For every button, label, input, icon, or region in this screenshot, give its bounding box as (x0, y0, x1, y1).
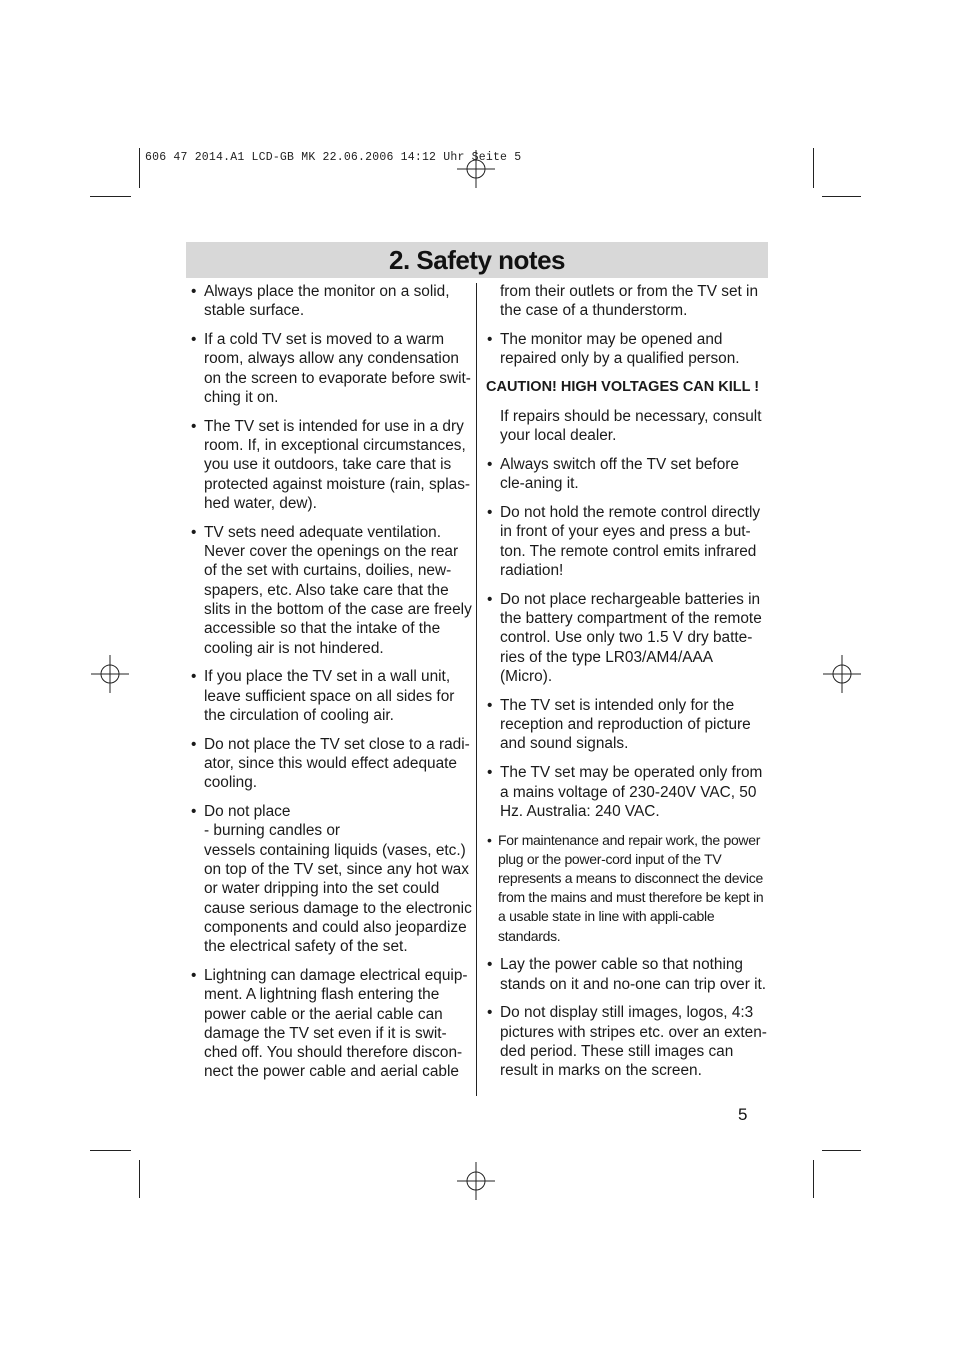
right-column (486, 282, 768, 1090)
safety-note: • The TV set may be operated only from a mains voltage of 230-240V VAC, 50 Hz. Australia: 240 VAC. (486, 763, 768, 821)
safety-note: • If you place the TV set in a wall unit, leave sufficient space on all sides for the circulation of cooling air. (190, 667, 472, 725)
left-column (190, 282, 472, 1091)
safety-note: • Do not place (190, 802, 472, 821)
safety-note: • The TV set is intended for use in a dry room. If, in exceptional circumstances, you use it outdoors, take care that is protected against moisture (rain, splas-hed water, dew). (190, 417, 472, 513)
registration-mark-icon (457, 150, 495, 188)
safety-note: • The monitor may be opened and repaired only by a qualified person. (486, 330, 768, 369)
crop-mark (822, 1150, 861, 1151)
safety-note: • Always place the monitor on a solid, stable surface. (190, 282, 472, 321)
safety-note: • Do not place rechargeable batteries in the battery compartment of the remote control. Use only two 1.5 V dry batte-ries of the type LR03/AM4/AAA (Micro). (486, 590, 768, 686)
registration-mark-icon (823, 655, 861, 693)
registration-mark-icon (91, 655, 129, 693)
safety-note-continuation: vessels containing liquids (vases, etc.) on top of the TV set, since any hot wax or water dripping into the set could cause serious damage to the electronic components and could also jeopardize the electrical safety of the set. (204, 841, 472, 956)
column-divider (476, 283, 477, 1096)
registration-mark-icon (457, 1162, 495, 1200)
crop-mark (822, 196, 861, 197)
safety-note-subitem: - burning candles or (204, 822, 341, 840)
safety-note: • For maintenance and repair work, the power plug or the power-cord input of the TV represents a means to disconnect the device from the mains and must therefore be kept in a usable state in line with appli-cable standards. (486, 831, 768, 946)
section-title-bar (186, 242, 768, 278)
safety-note: If repairs should be necessary, consult your local dealer. (500, 407, 762, 445)
caution-heading: CAUTION! HIGH VOLTAGES CAN KILL ! (486, 379, 760, 396)
crop-mark (90, 196, 131, 197)
safety-note: • Do not hold the remote control directly in front of your eyes and press a but-ton. The remote control emits infrared radiation! (486, 503, 768, 580)
safety-note: • Do not place the TV set close to a radi-ator, since this would effect adequate cooling. (190, 735, 472, 793)
crop-mark (813, 148, 814, 188)
crop-mark (139, 1160, 140, 1198)
safety-note: • If a cold TV set is moved to a warm room, always allow any condensation on the screen to evaporate before swit-ching it on. (190, 330, 472, 407)
safety-note-continuation: from their outlets or from the TV set in the case of a thunderstorm. (500, 283, 759, 320)
crop-mark (139, 148, 140, 188)
crop-mark (90, 1150, 131, 1151)
safety-note: • Lay the power cable so that nothing stands on it and no-one can trip over it. (486, 955, 768, 994)
safety-note: • Do not display still images, logos, 4:3 pictures with stripes etc. over an exten-ded period. These still images can result in marks on the screen. (486, 1003, 768, 1080)
safety-note: • Lightning can damage electrical equip-ment. A lightning flash entering the power cable or the aerial cable can damage the TV set even if it is swit-ched off. You should therefore discon-nect the power cable and aerial cable (190, 966, 472, 1082)
crop-mark (813, 1160, 814, 1198)
safety-note: • Always switch off the TV set before cle-aning it. (486, 455, 768, 494)
page-title: 2. Safety notes (388, 244, 565, 275)
safety-note: • The TV set is intended only for the reception and reproduction of picture and sound signals. (486, 696, 768, 754)
safety-note: • TV sets need adequate ventilation. Never cover the openings on the rear of the set with curtains, doilies, new-spapers, etc. Also take care that the slits in the bottom of the case are freely accessible so that the intake of the cooling air is not hindered. (190, 523, 472, 658)
printer-slug: 606 47 2014.A1 LCD-GB MK 22.06.2006 14:12 Uhr Seite 5 (145, 151, 522, 164)
page-number: 5 (738, 1105, 748, 1124)
